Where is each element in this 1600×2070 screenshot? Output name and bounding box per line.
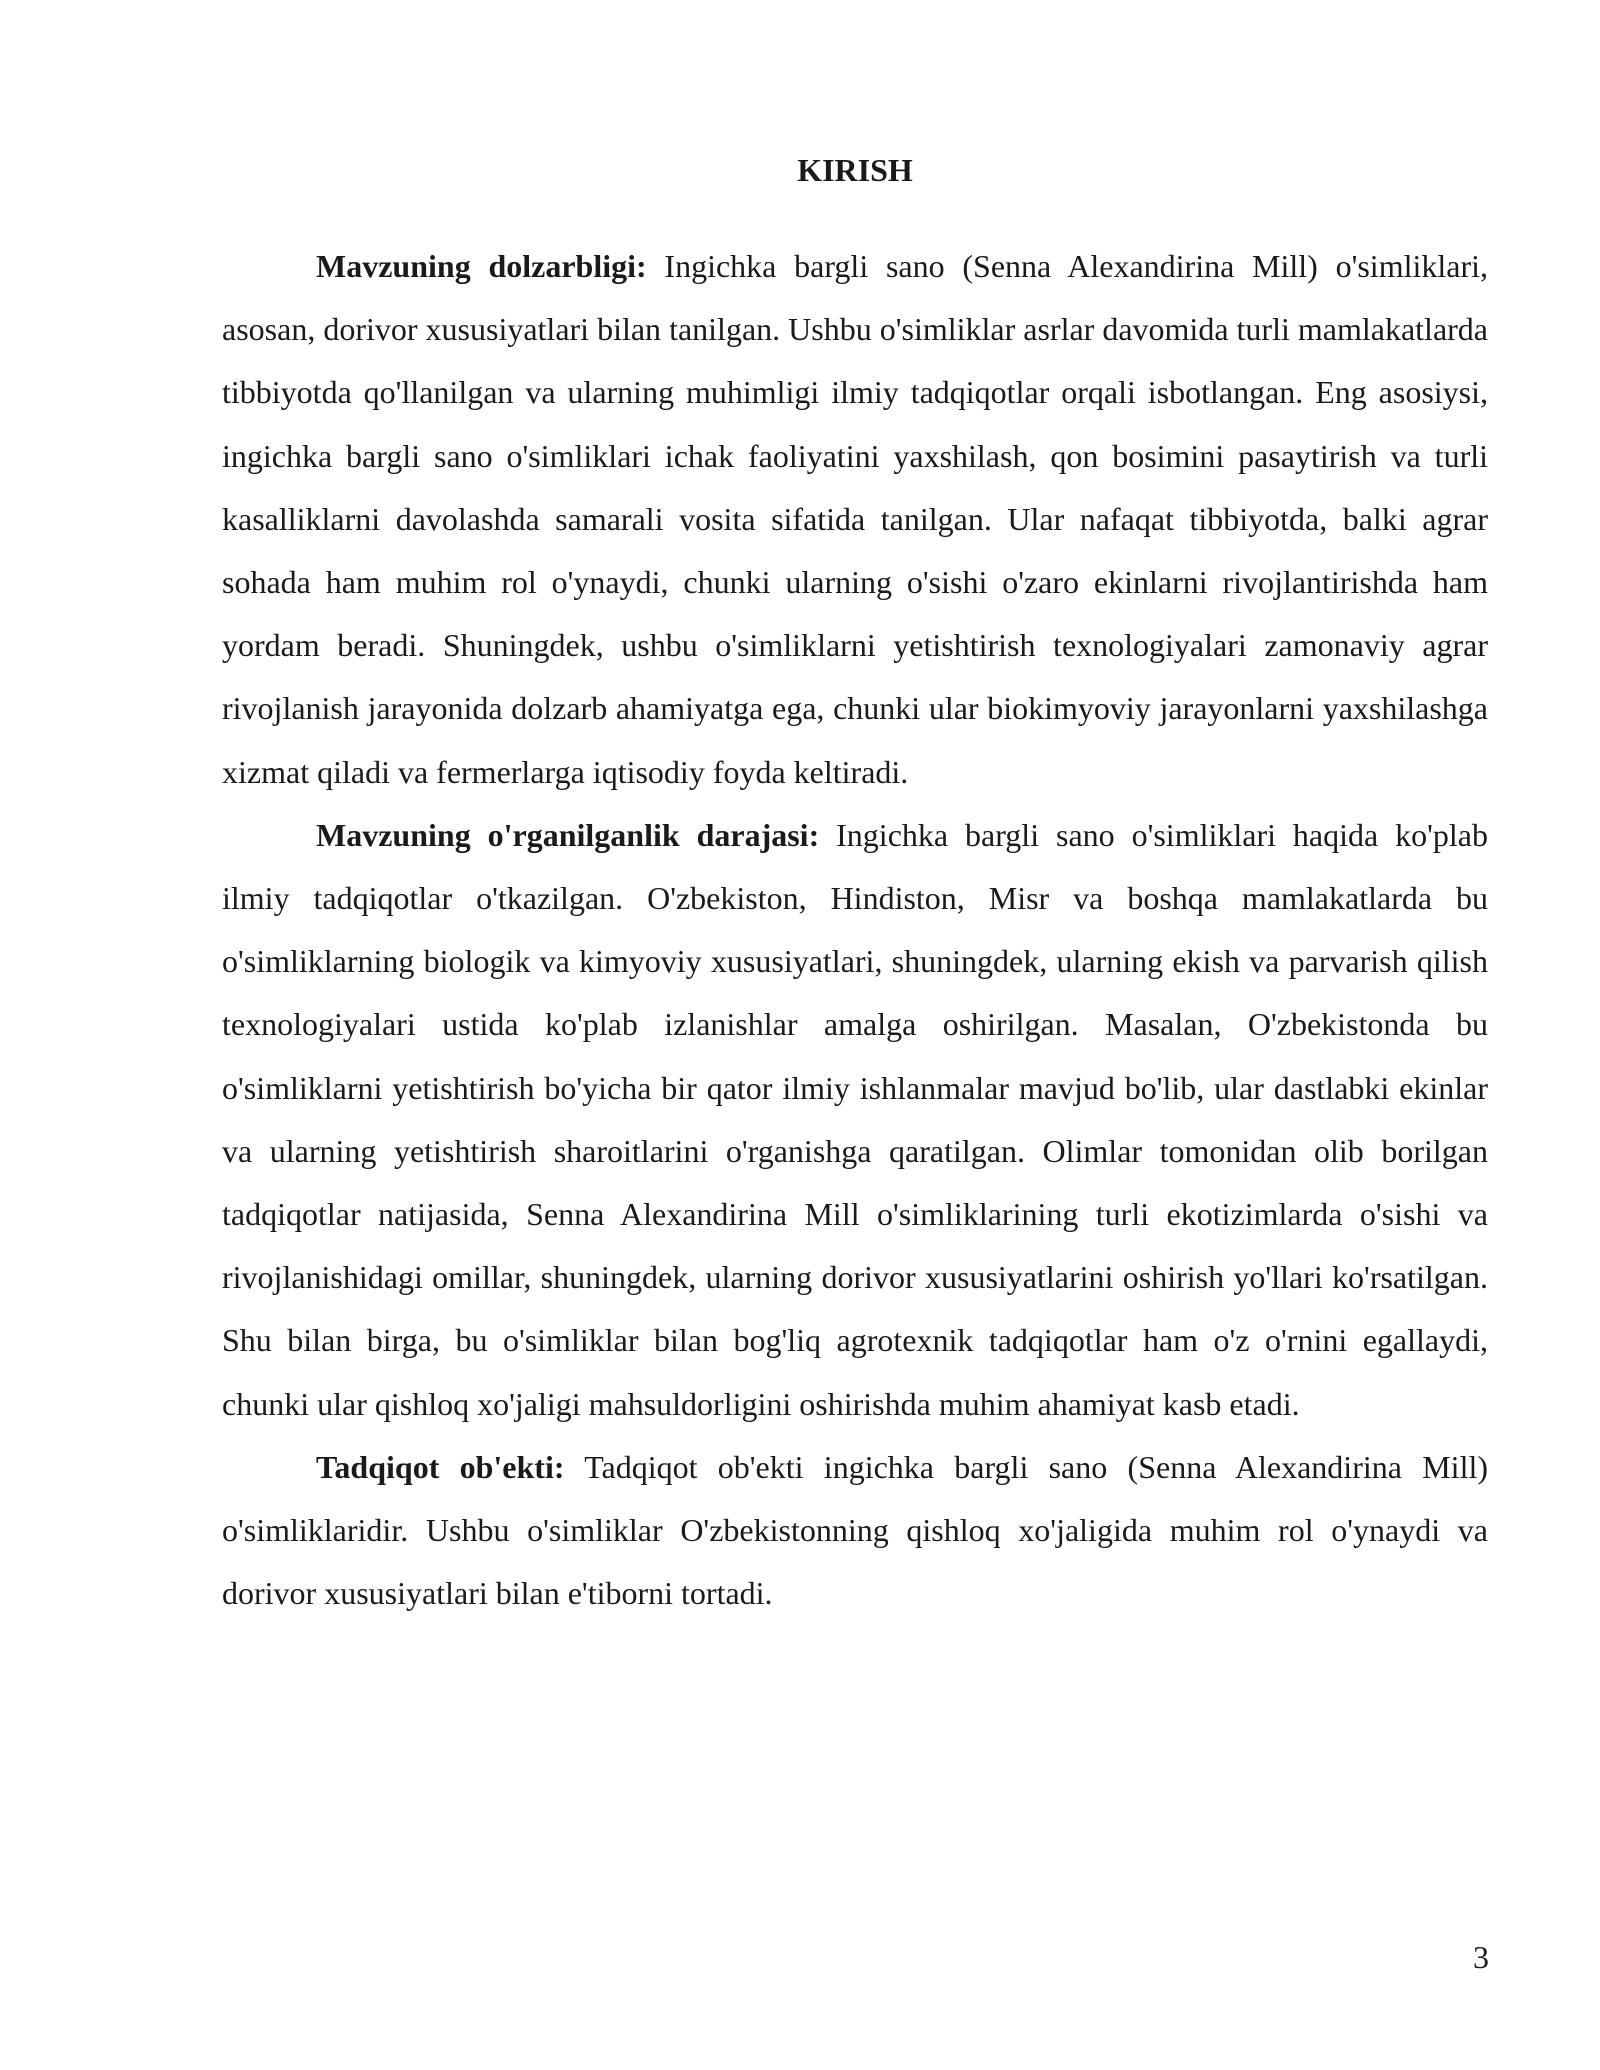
paragraph-research-object — [222, 1436, 1488, 1626]
paragraph-text: Ingichka bargli sano (Senna Alexandirina Mill) o'simliklari, asosan, dorivor xususiyatlari bilan tanilgan. Ushbu o'simliklar asrlar davomida turli mamlakatlarda tibbiyotda qo'llanilgan va ularning muhimligi ilmiy tadqiqotlar orqali isbotlangan. Eng asosiysi, ingichka bargli sano o'simliklari ichak faoliyatini yaxshilash, qon bosimini pasaytirish va turli kasalliklarni davolashda samarali vosita sifatida tanilgan. Ular nafaqat tibbiyotda, balki agrar sohada ham muhim rol o'ynaydi, chunki ularning o'sishi o'zaro ekinlarni rivojlantirishda ham yordam beradi. Shuningdek, ushbu o'simliklarni yetishtirish texnologiyalari zamonaviy agrar rivojlanish jarayonida dolzarb ahamiyatga ega, chunki ular biokimyoviy jarayonlarni yaxshilashga xizmat qiladi va fermerlarga iqtisodiy foyda keltiradi. — [222, 248, 1489, 790]
page-title: KIRISH — [797, 152, 913, 188]
paragraph-relevance — [222, 235, 1488, 804]
paragraph-label: Tadqiqot ob'ekti: — [316, 1448, 565, 1485]
document-body — [222, 235, 1488, 1625]
paragraph-label: Mavzuning o'rganilganlik darajasi: — [316, 816, 820, 853]
paragraph-label: Mavzuning dolzarbligi: — [316, 248, 647, 284]
paragraph-study-level — [222, 804, 1488, 1436]
paragraph-text: Ingichka bargli sano o'simliklari haqida ko'plab ilmiy tadqiqotlar o'tkazilgan. O'zbekiston, Hindiston, Misr va boshqa mamlakatlarda bu o'simliklarning biologik va kimyoviy xususiyatlari, shuningdek, ularning ekish va parvarish qilish texnologiyalari ustida ko'plab izlanishlar amalga oshirilgan. Masalan, O'zbekistonda bu o'simliklarni yetishtirish bo'yicha bir qator ilmiy ishlanmalar mavjud bo'lib, ular dastlabki ekinlar va ularning yetishtirish sharoitlarini o'rganishga qaratilgan. Olimlar tomonidan olib borilgan tadqiqotlar natijasida, Senna Alexandirina Mill o'simliklarining turli ekotizimlarda o'sishi va rivojlanishidagi omillar, shuningdek, ularning dorivor xususiyatlarini oshirish yo'llari ko'rsatilgan. Shu bilan birga, bu o'simliklar bilan bog'liq agrotexnik tadqiqotlar ham o'z o'rnini egallaydi, chunki ular qishloq xo'jaligi mahsuldorligini oshirishda muhim ahamiyat kasb etadi. — [222, 816, 1489, 1422]
page-number: 3 — [1473, 1939, 1489, 1975]
paragraph-text: Tadqiqot ob'ekti ingichka bargli sano (Senna Alexandirina Mill) o'simliklaridir. Ushbu o'simliklar O'zbekistonning qishloq xo'jaligida muhim rol o'ynaydi va dorivor xususiyatlari bilan e'tiborni tortadi. — [222, 1448, 1489, 1612]
